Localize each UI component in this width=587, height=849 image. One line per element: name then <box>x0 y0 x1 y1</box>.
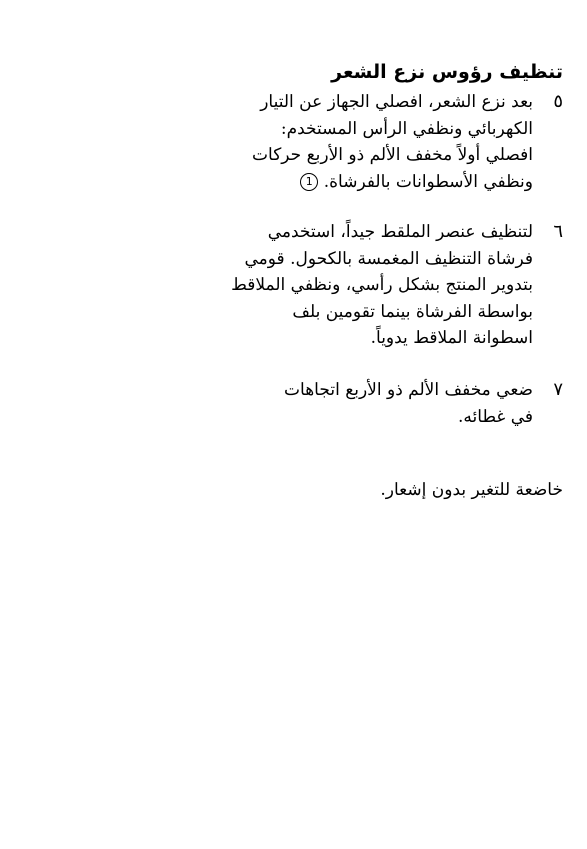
step-line: ضعي مخفف الألم ذو الأربع اتجاهات <box>284 380 533 400</box>
step-line: بواسطة الفرشاة بينما تقومين بلف <box>292 301 533 322</box>
step-line: لتنظيف عنصر الملقط جيداً، استخدمي <box>267 222 533 242</box>
disclaimer-footnote: خاضعة للتغير بدون إشعار. <box>380 480 563 500</box>
step-line: الكهربائي ونظفي الرأس المستخدم: <box>280 118 533 139</box>
step-line: فرشاة التنظيف المغمسة بالكحول. قومي <box>244 248 533 269</box>
step-number: ٧ <box>553 379 563 400</box>
step-6 <box>231 219 563 352</box>
reference-marker-1: 1 <box>300 173 318 191</box>
step-text <box>231 219 533 352</box>
step-7 <box>273 377 563 430</box>
section-title: تنظيف رؤوس نزع الشعر <box>331 61 563 83</box>
step-line: افصلي أولاً مخفف الألم ذو الأربع حركات <box>252 145 533 165</box>
step-line: بعد نزع الشعر، افصلي الجهاز عن التيار <box>260 92 533 112</box>
step-line: بتدوير المنتج بشكل رأسي، ونظفي الملاقط <box>231 275 533 295</box>
step-line: في غطائه. <box>458 406 533 427</box>
step-line: ونظفي الأسطوانات بالفرشاة. <box>323 171 533 192</box>
step-line-with-marker <box>273 169 533 196</box>
step-line: اسطوانة الملاقط يدوياً. <box>370 328 533 348</box>
step-5 <box>252 89 563 195</box>
step-number: ٦ <box>553 221 563 242</box>
step-text <box>273 377 533 430</box>
step-number: ٥ <box>553 91 563 112</box>
step-text <box>252 89 533 195</box>
